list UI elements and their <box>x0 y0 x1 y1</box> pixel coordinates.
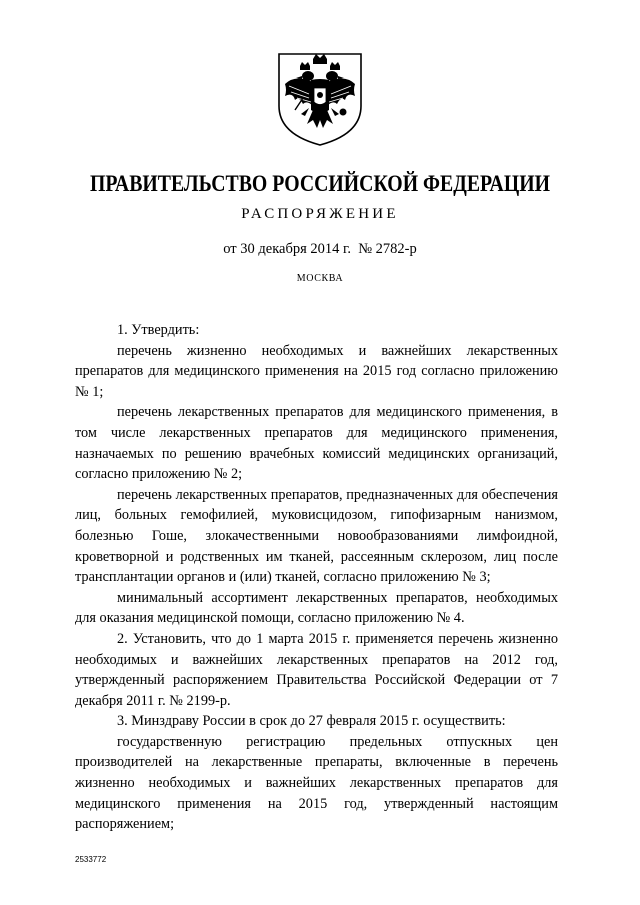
document-body <box>75 320 558 835</box>
paragraph-5: минимальный ассортимент лекарственных препаратов, необходимых для оказания медицинской помощи, согласно приложению № 4. <box>75 589 558 627</box>
paragraph-2: перечень жизненно необходимых и важнейших лекарственных препаратов для медицинского применения на 2015 год согласно приложению № 1; <box>75 342 558 400</box>
document-code: 2533772 <box>75 855 107 864</box>
paragraph-6: 2. Установить, что до 1 марта 2015 г. применяется перечень жизненно необходимых и важнейших лекарственных препаратов на 2012 год, утвержденный распоряжением Правительства Российской Федерации от 7 декабря 2011 г. № 2199-р. <box>75 630 558 709</box>
paragraph-7: 3. Минздраву России в срок до 27 февраля 2015 г. осуществить: <box>117 713 506 730</box>
document-date-number: от 30 декабря 2014 г. № 2782-р <box>223 241 417 257</box>
document-city: МОСКВА <box>296 273 344 284</box>
russian-coat-of-arms-icon <box>273 50 367 148</box>
paragraph-3: перечень лекарственных препаратов для медицинского применения, в том числе лекарственных препаратов для медицинского применения, назначаемых по решению врачебных комиссий медицинских организаций, согласно приложению № 2; <box>75 404 558 483</box>
paragraph-1: 1. Утвердить: <box>117 322 200 338</box>
government-title: ПРАВИТЕЛЬСТВО РОССИЙСКОЙ ФЕДЕРАЦИИ <box>89 171 551 196</box>
paragraph-8: государственную регистрацию предельных отпускных цен производителей на лекарственные препараты, включенные в перечень жизненно необходимых и важнейших лекарственных препаратов для медицинского применения на 2015 год, утвержденный настоящим распоряжением; <box>75 733 558 833</box>
document-type: РАСПОРЯЖЕНИЕ <box>241 206 399 222</box>
paragraph-4: перечень лекарственных препаратов, предназначенных для обеспечения лиц, больных гемофилией, муковисцидозом, гипофизарным нанизмом, болезнью Гоше, злокачественными новообразованиями лимфоидной, кроветворной и родственных им тканей, рассеянным склерозом, лиц после трансплантации органов и (или) тканей, согласно приложению № 3; <box>75 486 558 586</box>
state-emblem <box>273 50 367 148</box>
